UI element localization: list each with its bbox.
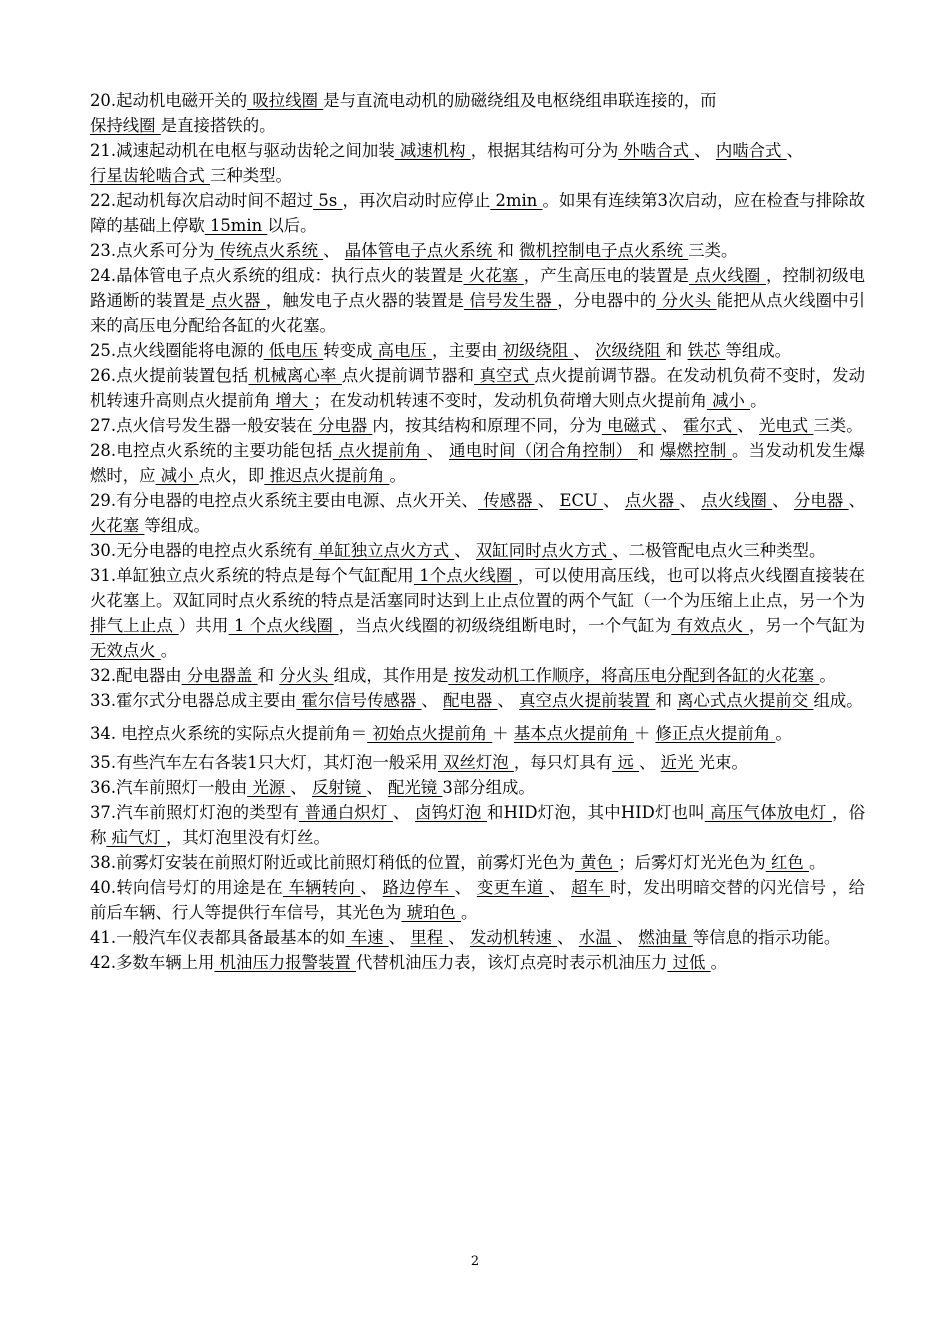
- question-q34: [90, 717, 865, 750]
- answer-blank: 分火头: [656, 291, 717, 310]
- answer-blank: 信号发生器: [464, 291, 558, 310]
- question-text: ；后雾灯灯光光色为: [618, 853, 766, 872]
- answer-blank: 电磁式: [601, 416, 662, 435]
- question-text: 、: [290, 778, 313, 797]
- answer-blank: 2min: [490, 191, 543, 210]
- question-text: ，再次启动时应停止: [342, 191, 491, 210]
- question-text: 和: [655, 691, 678, 710]
- answer-blank: 分火头: [279, 666, 334, 685]
- question-text: 21.减速起动机在电枢与驱动齿轮之间加装: [90, 141, 395, 160]
- question-text: 。: [750, 391, 767, 410]
- answer-blank: 高电压: [372, 341, 432, 360]
- question-q33: [90, 688, 865, 713]
- question-text: 28.电控点火系统的主要功能包括: [90, 441, 333, 460]
- question-text: 32.配电器由: [90, 666, 182, 685]
- answer-blank: 双丝灯泡: [437, 753, 514, 772]
- answer-blank: 分电器盖: [181, 666, 258, 685]
- question-text: 。: [819, 666, 836, 685]
- answer-blank: 疝气灯: [106, 828, 166, 847]
- question-text: 、: [421, 691, 444, 710]
- answer-blank: 配电器: [443, 691, 498, 710]
- question-text: 、: [393, 803, 416, 822]
- answer-blank: 超车: [571, 878, 610, 897]
- question-text: 点火，即: [198, 466, 265, 485]
- answer-blank: 路边停车: [382, 878, 455, 897]
- answer-blank: 5s: [313, 191, 343, 210]
- question-q28: [90, 438, 865, 488]
- question-text: 、: [772, 491, 794, 510]
- question-text: 30.无分电器的电控点火系统有: [90, 541, 313, 560]
- answer-blank: 卤钨灯泡: [415, 803, 487, 822]
- question-text: 、: [497, 691, 520, 710]
- answer-blank: 燃油量: [638, 928, 693, 947]
- answer-blank: 点火器: [205, 291, 266, 310]
- question-text: 。: [808, 853, 826, 872]
- answer-blank: 传感器: [477, 491, 538, 510]
- question-text: 、: [360, 878, 383, 897]
- answer-blank: 按发动机工作顺序，将高压电分配到各缸的火花塞: [448, 666, 820, 685]
- answer-blank: 减小: [155, 466, 199, 485]
- answer-blank: 外啮合式: [618, 141, 695, 160]
- question-q37: [90, 800, 865, 850]
- question-text: ＋: [633, 724, 656, 743]
- question-text: 是直接搭铁的。: [160, 116, 276, 135]
- answer-blank: 减小: [706, 391, 751, 410]
- question-q32: [90, 663, 865, 688]
- question-text: 和HID灯泡，其中HID灯也叫: [487, 803, 705, 822]
- answer-blank: 单缸独立点火方式: [312, 541, 455, 560]
- answer-blank: 高压气体放电灯: [704, 803, 832, 822]
- answer-blank: 通电时间（闭合角控制）: [449, 441, 638, 460]
- question-q31: [90, 563, 865, 663]
- question-text: 、: [448, 928, 470, 947]
- answer-blank: 真空式: [474, 366, 535, 385]
- question-text: 和: [637, 441, 660, 460]
- answer-blank: 增大: [270, 391, 314, 410]
- answer-blank: 机油压力报警装置: [214, 953, 356, 972]
- answer-blank: 发动机转速: [469, 928, 558, 947]
- question-text: 以后。: [267, 216, 317, 235]
- question-q27: [90, 413, 865, 438]
- question-text: 内，按其结构和原理不同，分为: [372, 416, 602, 435]
- question-text: 22.起动机每次启动时间不超过: [90, 191, 314, 210]
- question-text: 点火提前调节器。在发动机负荷不变时，发动机转速升高则点火提前角: [90, 366, 866, 410]
- question-text: 、: [639, 753, 661, 772]
- question-text: 。: [160, 641, 178, 660]
- answer-blank: 远: [612, 753, 640, 772]
- answer-blank: 有效点火: [671, 616, 749, 635]
- question-q35: [90, 750, 865, 775]
- question-text: 、: [454, 878, 477, 897]
- answer-blank: 变更车道: [476, 878, 549, 897]
- question-text: 3部分组成。: [442, 778, 535, 797]
- question-text: 31.单缸独立点火系统的特点是每个气缸配用: [90, 566, 414, 585]
- question-text: 41.一般汽车仪表都具备最基本的如: [90, 928, 346, 947]
- question-q30: [90, 538, 865, 563]
- question-text: 20.起动机电磁开关的: [90, 91, 248, 110]
- question-q20: [90, 88, 865, 138]
- answer-blank: 霍尔信号传感器: [296, 691, 422, 710]
- question-text: 、: [786, 141, 803, 160]
- answer-blank: 内啮合式: [715, 141, 787, 160]
- answer-blank: 光源: [247, 778, 291, 797]
- question-text: 。: [389, 466, 406, 485]
- answer-blank: 分电器: [312, 416, 373, 435]
- question-text: 、: [679, 491, 702, 510]
- answer-blank: 反射镜: [312, 778, 367, 797]
- question-text: 29.有分电器的电控点火系统主要由电源、点火开关、: [90, 491, 478, 510]
- answer-blank: 分电器: [793, 491, 849, 510]
- question-text: ，另一个气缸为: [748, 616, 866, 635]
- question-text: 35.有些汽车左右各装1只大灯，其灯泡一般采用: [90, 753, 438, 772]
- question-q42: [90, 950, 865, 975]
- answer-blank: 水温: [578, 928, 617, 947]
- answer-blank: 铁芯: [687, 341, 726, 360]
- question-text: 、: [454, 541, 476, 560]
- question-text: 三类。: [688, 241, 738, 260]
- answer-blank: 行星齿轮啮合式: [90, 166, 210, 185]
- question-text: 38.前雾灯安装在前照灯附近或比前照灯稍低的位置，前雾灯光色为: [90, 853, 576, 872]
- answer-blank: 吸拉线圈: [247, 91, 324, 110]
- question-q23: [90, 238, 865, 263]
- question-text: 、: [616, 928, 639, 947]
- question-text: 40.转向信号灯的用途是在: [90, 878, 283, 897]
- question-text: 、: [694, 141, 716, 160]
- question-text: ，可以使用高压线，也可以将点火线圈直接装在火花塞上。双缸同时点火系统的特点是活塞同时达到上止点位置的两个气缸（一个为压缩上止点，另一个为: [90, 566, 866, 610]
- answer-blank: 点火器: [624, 491, 680, 510]
- question-text: 、: [548, 878, 572, 897]
- question-text: ）共用: [178, 616, 229, 635]
- question-text: 等信息的指示功能。: [692, 928, 841, 947]
- question-text: 、: [848, 491, 865, 510]
- question-text: ，分电器中的: [557, 291, 657, 310]
- question-text: 33.霍尔式分电器总成主要由: [90, 691, 297, 710]
- answer-blank: 点火线圈: [689, 266, 766, 285]
- question-text: 36.汽车前照灯一般由: [90, 778, 248, 797]
- answer-blank: 黄色: [575, 853, 619, 872]
- question-text: 。: [710, 953, 727, 972]
- question-text: ，根据其结构可分为: [470, 141, 619, 160]
- question-text: 三种类型。: [209, 166, 292, 185]
- question-text: 、: [737, 416, 760, 435]
- answer-blank: 点火线圈: [701, 491, 773, 510]
- answer-blank: 爆燃控制: [659, 441, 733, 460]
- answer-blank: 机械离心率: [248, 366, 342, 385]
- question-text: 37.汽车前照灯灯泡的类型有: [90, 803, 300, 822]
- question-text: ，主要由: [431, 341, 498, 360]
- question-text: ，当点火线圈的初级绕组断电时，一个气缸为: [338, 616, 672, 635]
- question-text: 组成，其作用是: [333, 666, 449, 685]
- question-text: 转变成: [323, 341, 373, 360]
- question-q29: [90, 488, 865, 538]
- question-text: 等组成。: [725, 341, 792, 360]
- answer-blank: 排气上止点: [90, 616, 179, 635]
- question-text: 光束。: [698, 753, 748, 772]
- question-text: 、: [661, 416, 684, 435]
- answer-blank: 车辆转向: [282, 878, 361, 897]
- question-q41: [90, 925, 865, 950]
- question-q38: [90, 850, 865, 875]
- question-text: 和: [497, 241, 520, 260]
- question-text: 、: [427, 441, 450, 460]
- question-text: 、: [323, 241, 345, 260]
- question-text: ；在发动机转速不变时，发动机负荷增大则点火提前角: [313, 391, 707, 410]
- question-text: 27.点火信号发生器一般安装在: [90, 416, 313, 435]
- page-number: 2: [470, 1254, 480, 1269]
- question-text: ，每只灯具有: [513, 753, 613, 772]
- answer-blank: 初始点火提前角: [367, 724, 493, 743]
- question-text: 。如果有连续第3次启动，应在检查与排除故障的基础上停歇: [90, 191, 865, 235]
- question-text: 三类。: [813, 416, 863, 435]
- answer-blank: 普通白炽灯: [299, 803, 394, 822]
- question-q36: [90, 775, 865, 800]
- answer-blank: 初级绕阻: [497, 341, 574, 360]
- answer-blank: 近光: [660, 753, 699, 772]
- question-text: 时，发出明暗交替的闪光信号 ，给前后车辆、行人等提供行车信号，其光色为: [90, 878, 865, 922]
- question-text: 、: [537, 491, 560, 510]
- answer-blank: 双缸同时点火方式: [475, 541, 613, 560]
- question-q26: [90, 363, 865, 413]
- question-text: 、: [557, 928, 579, 947]
- answer-blank: 光电式: [759, 416, 814, 435]
- answer-blank: 真空点火提前装置: [519, 691, 656, 710]
- answer-blank: 车速: [345, 928, 389, 947]
- answer-blank: 琥珀色: [401, 903, 462, 922]
- answer-blank: 次级绕阻: [595, 341, 666, 360]
- answer-blank: 火花塞: [90, 516, 145, 535]
- question-text: 34. 电控点火系统的实际点火提前角＝: [90, 724, 368, 743]
- answer-blank: 配光镜: [388, 778, 443, 797]
- answer-blank: 15min: [204, 216, 268, 235]
- question-text: ，其灯泡里没有灯丝。: [165, 828, 330, 847]
- document-body: [90, 88, 865, 975]
- question-text: 24.晶体管电子点火系统的组成：执行点火的装置是: [90, 266, 464, 285]
- answer-blank: 晶体管电子点火系统: [344, 241, 498, 260]
- question-text: 。: [461, 903, 478, 922]
- question-q40: [90, 875, 865, 925]
- question-q21: [90, 138, 865, 188]
- question-text: 能把从点火线圈中引来的高压电分配给各缸的火花塞。: [90, 291, 866, 335]
- question-text: ＋: [492, 724, 514, 743]
- question-text: 等组成。: [144, 516, 210, 535]
- question-text: 和: [665, 341, 688, 360]
- question-text: 、: [366, 778, 389, 797]
- answer-blank: 无效点火: [90, 641, 161, 660]
- question-text: 是与直流电动机的励磁绕组及电枢绕组串联连接的，而: [323, 91, 717, 110]
- answer-blank: 1 个点火线圈: [228, 616, 339, 635]
- question-text: 、: [388, 928, 411, 947]
- answer-blank: 点火提前角: [332, 441, 428, 460]
- question-text: 、: [573, 341, 596, 360]
- answer-blank: 里程: [410, 928, 449, 947]
- answer-blank: 推迟点火提前角: [264, 466, 390, 485]
- question-q22: [90, 188, 865, 238]
- answer-blank: 1个点火线圈: [413, 566, 518, 585]
- question-text: ，触发电子点火器的装置是: [265, 291, 464, 310]
- answer-blank: ECU: [559, 491, 604, 510]
- question-text: ，控制初级电路通断的装置是: [90, 266, 866, 310]
- question-text: 组成。: [813, 691, 863, 710]
- question-text: 25.点火线圈能将电源的: [90, 341, 264, 360]
- question-text: 和: [257, 666, 280, 685]
- answer-blank: 离心式点火提前交: [677, 691, 814, 710]
- answer-blank: 火花塞: [463, 266, 524, 285]
- question-text: 代替机油压力表，该灯点亮时表示机油压力: [355, 953, 668, 972]
- answer-blank: 减速机构: [394, 141, 471, 160]
- question-text: 、二极管配电点火三种类型。: [612, 541, 826, 560]
- answer-blank: 传统点火系统: [214, 241, 324, 260]
- question-text: 、: [603, 491, 625, 510]
- question-q25: [90, 338, 865, 363]
- answer-blank: 基本点火提前角: [513, 724, 634, 743]
- answer-blank: 红色: [765, 853, 809, 872]
- answer-blank: 微机控制电子点火系统: [519, 241, 689, 260]
- question-text: 42.多数车辆上用: [90, 953, 215, 972]
- question-text: 。: [775, 724, 792, 743]
- question-text: 。当发动机发生爆燃时，应: [90, 441, 865, 485]
- question-q24: [90, 263, 865, 338]
- answer-blank: 低电压: [263, 341, 324, 360]
- answer-blank: 修正点火提前角: [655, 724, 776, 743]
- question-text: ，产生高压电的装置是: [523, 266, 690, 285]
- answer-blank: 过低: [667, 953, 711, 972]
- question-text: ，俗称: [90, 803, 866, 847]
- question-text: 23.点火系可分为: [90, 241, 215, 260]
- answer-blank: 霍尔式: [683, 416, 738, 435]
- answer-blank: 保持线圈: [90, 116, 161, 135]
- question-text: 点火提前调节器和: [341, 366, 475, 385]
- question-text: 26.点火提前装置包括: [90, 366, 249, 385]
